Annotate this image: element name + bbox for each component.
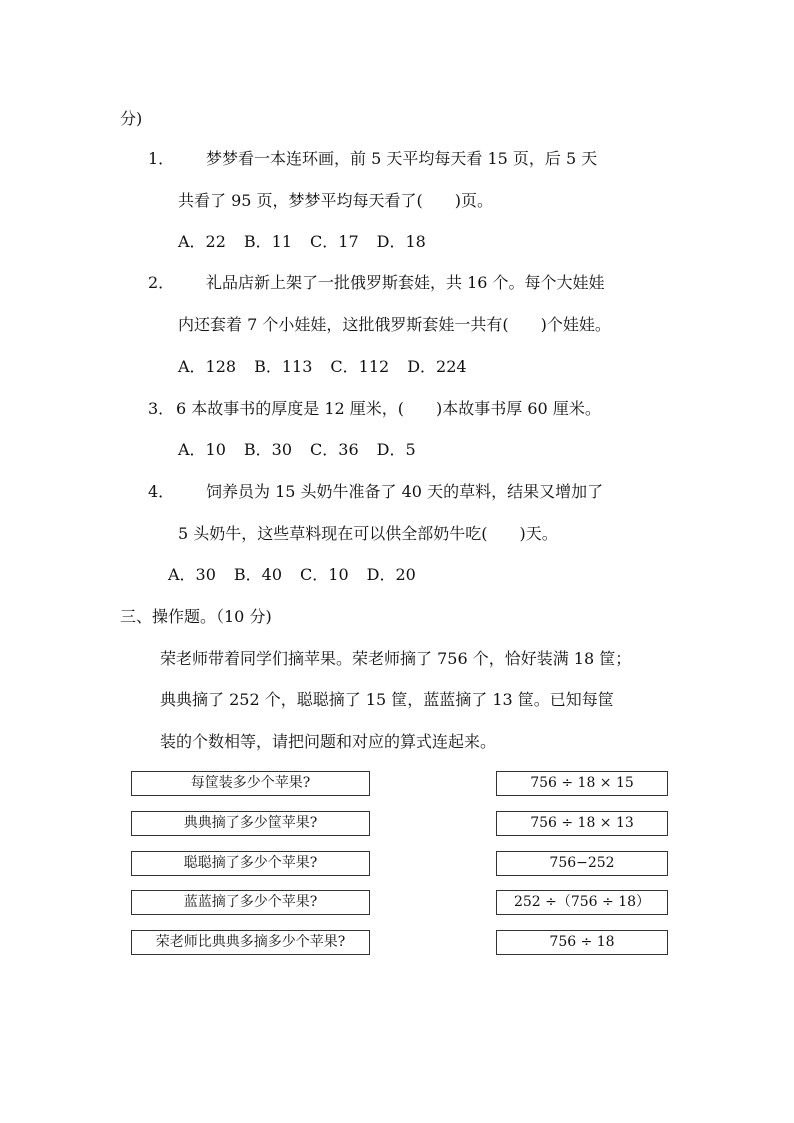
option-a: A．22 [178,232,226,251]
option-d: D．20 [366,565,416,584]
option-a: A．10 [178,440,226,459]
option-b: B．113 [254,357,313,376]
question-box-3: 聪聪摘了多少个苹果? [131,851,370,876]
question-1-line-1 [148,148,597,170]
question-1-line-2: 共看了 95 页，梦梦平均每天看了( )页。 [178,191,494,210]
question-4-line-1 [148,481,603,503]
option-c: C．17 [310,232,359,251]
question-2-number: 2． [148,273,175,292]
option-d: D．224 [407,357,467,376]
option-b: B．30 [243,440,293,459]
option-c: C．10 [300,565,349,584]
option-a: A．128 [178,357,237,376]
option-b: B．11 [243,232,293,251]
question-1-options [178,231,444,253]
question-2-line-1 [148,272,605,294]
question-box-4: 蓝蓝摘了多少个苹果? [131,890,370,915]
formula-box-1: 756 ÷ 18 × 15 [496,771,668,796]
question-box-2: 典典摘了多少筐苹果? [131,811,370,836]
question-2-options [178,356,485,378]
question-3-options [178,439,434,461]
question-1-number: 1． [148,149,175,168]
question-4-text-1: 饲养员为 15 头奶牛准备了 40 天的草料，结果又增加了 [206,482,604,501]
question-4-line-2: 5 头奶牛，这些草料现在可以供全部奶牛吃( )天。 [178,524,558,543]
section-3-paragraph-line-2: 典典摘了 252 个，聪聪摘了 15 筐，蓝蓝摘了 13 筐。已知每筐 [160,690,614,709]
question-3-line-1 [148,398,601,420]
question-1-text-1: 梦梦看一本连环画，前 5 天平均每天看 15 页，后 5 天 [206,149,598,168]
formula-box-3: 756−252 [496,851,668,876]
formula-box-5: 756 ÷ 18 [496,930,668,955]
option-c: C．112 [330,357,390,376]
section-3-paragraph-line-1: 荣老师带着同学们摘苹果。荣老师摘了 756 个，恰好装满 18 筐； [160,649,632,668]
previous-text-tail: 分) [120,109,143,128]
section-3-paragraph-line-3: 装的个数相等，请把问题和对应的算式连起来。 [160,732,497,751]
question-3-number: 3． [148,399,175,418]
option-b: B．40 [233,565,283,584]
formula-box-2: 756 ÷ 18 × 13 [496,811,668,836]
question-box-5: 荣老师比典典多摘多少个苹果? [131,930,370,955]
question-box-1: 每筐装多少个苹果? [131,771,370,796]
question-2-line-2: 内还套着 7 个小娃娃，这批俄罗斯套娃一共有( )个娃娃。 [178,315,611,334]
option-d: D．5 [376,440,416,459]
option-c: C．36 [310,440,359,459]
question-2-text-1: 礼品店新上架了一批俄罗斯套娃，共 16 个。每个大娃娃 [206,273,605,292]
question-3-text-1: 6 本故事书的厚度是 12 厘米，( )本故事书厚 60 厘米。 [176,399,601,418]
option-a: A．30 [168,565,216,584]
question-4-options [168,564,434,586]
section-3-heading: 三、操作题。（10 分) [120,607,272,626]
question-4-number: 4． [148,482,175,501]
option-d: D．18 [376,232,426,251]
formula-box-4: 252 ÷（756 ÷ 18） [496,890,668,915]
